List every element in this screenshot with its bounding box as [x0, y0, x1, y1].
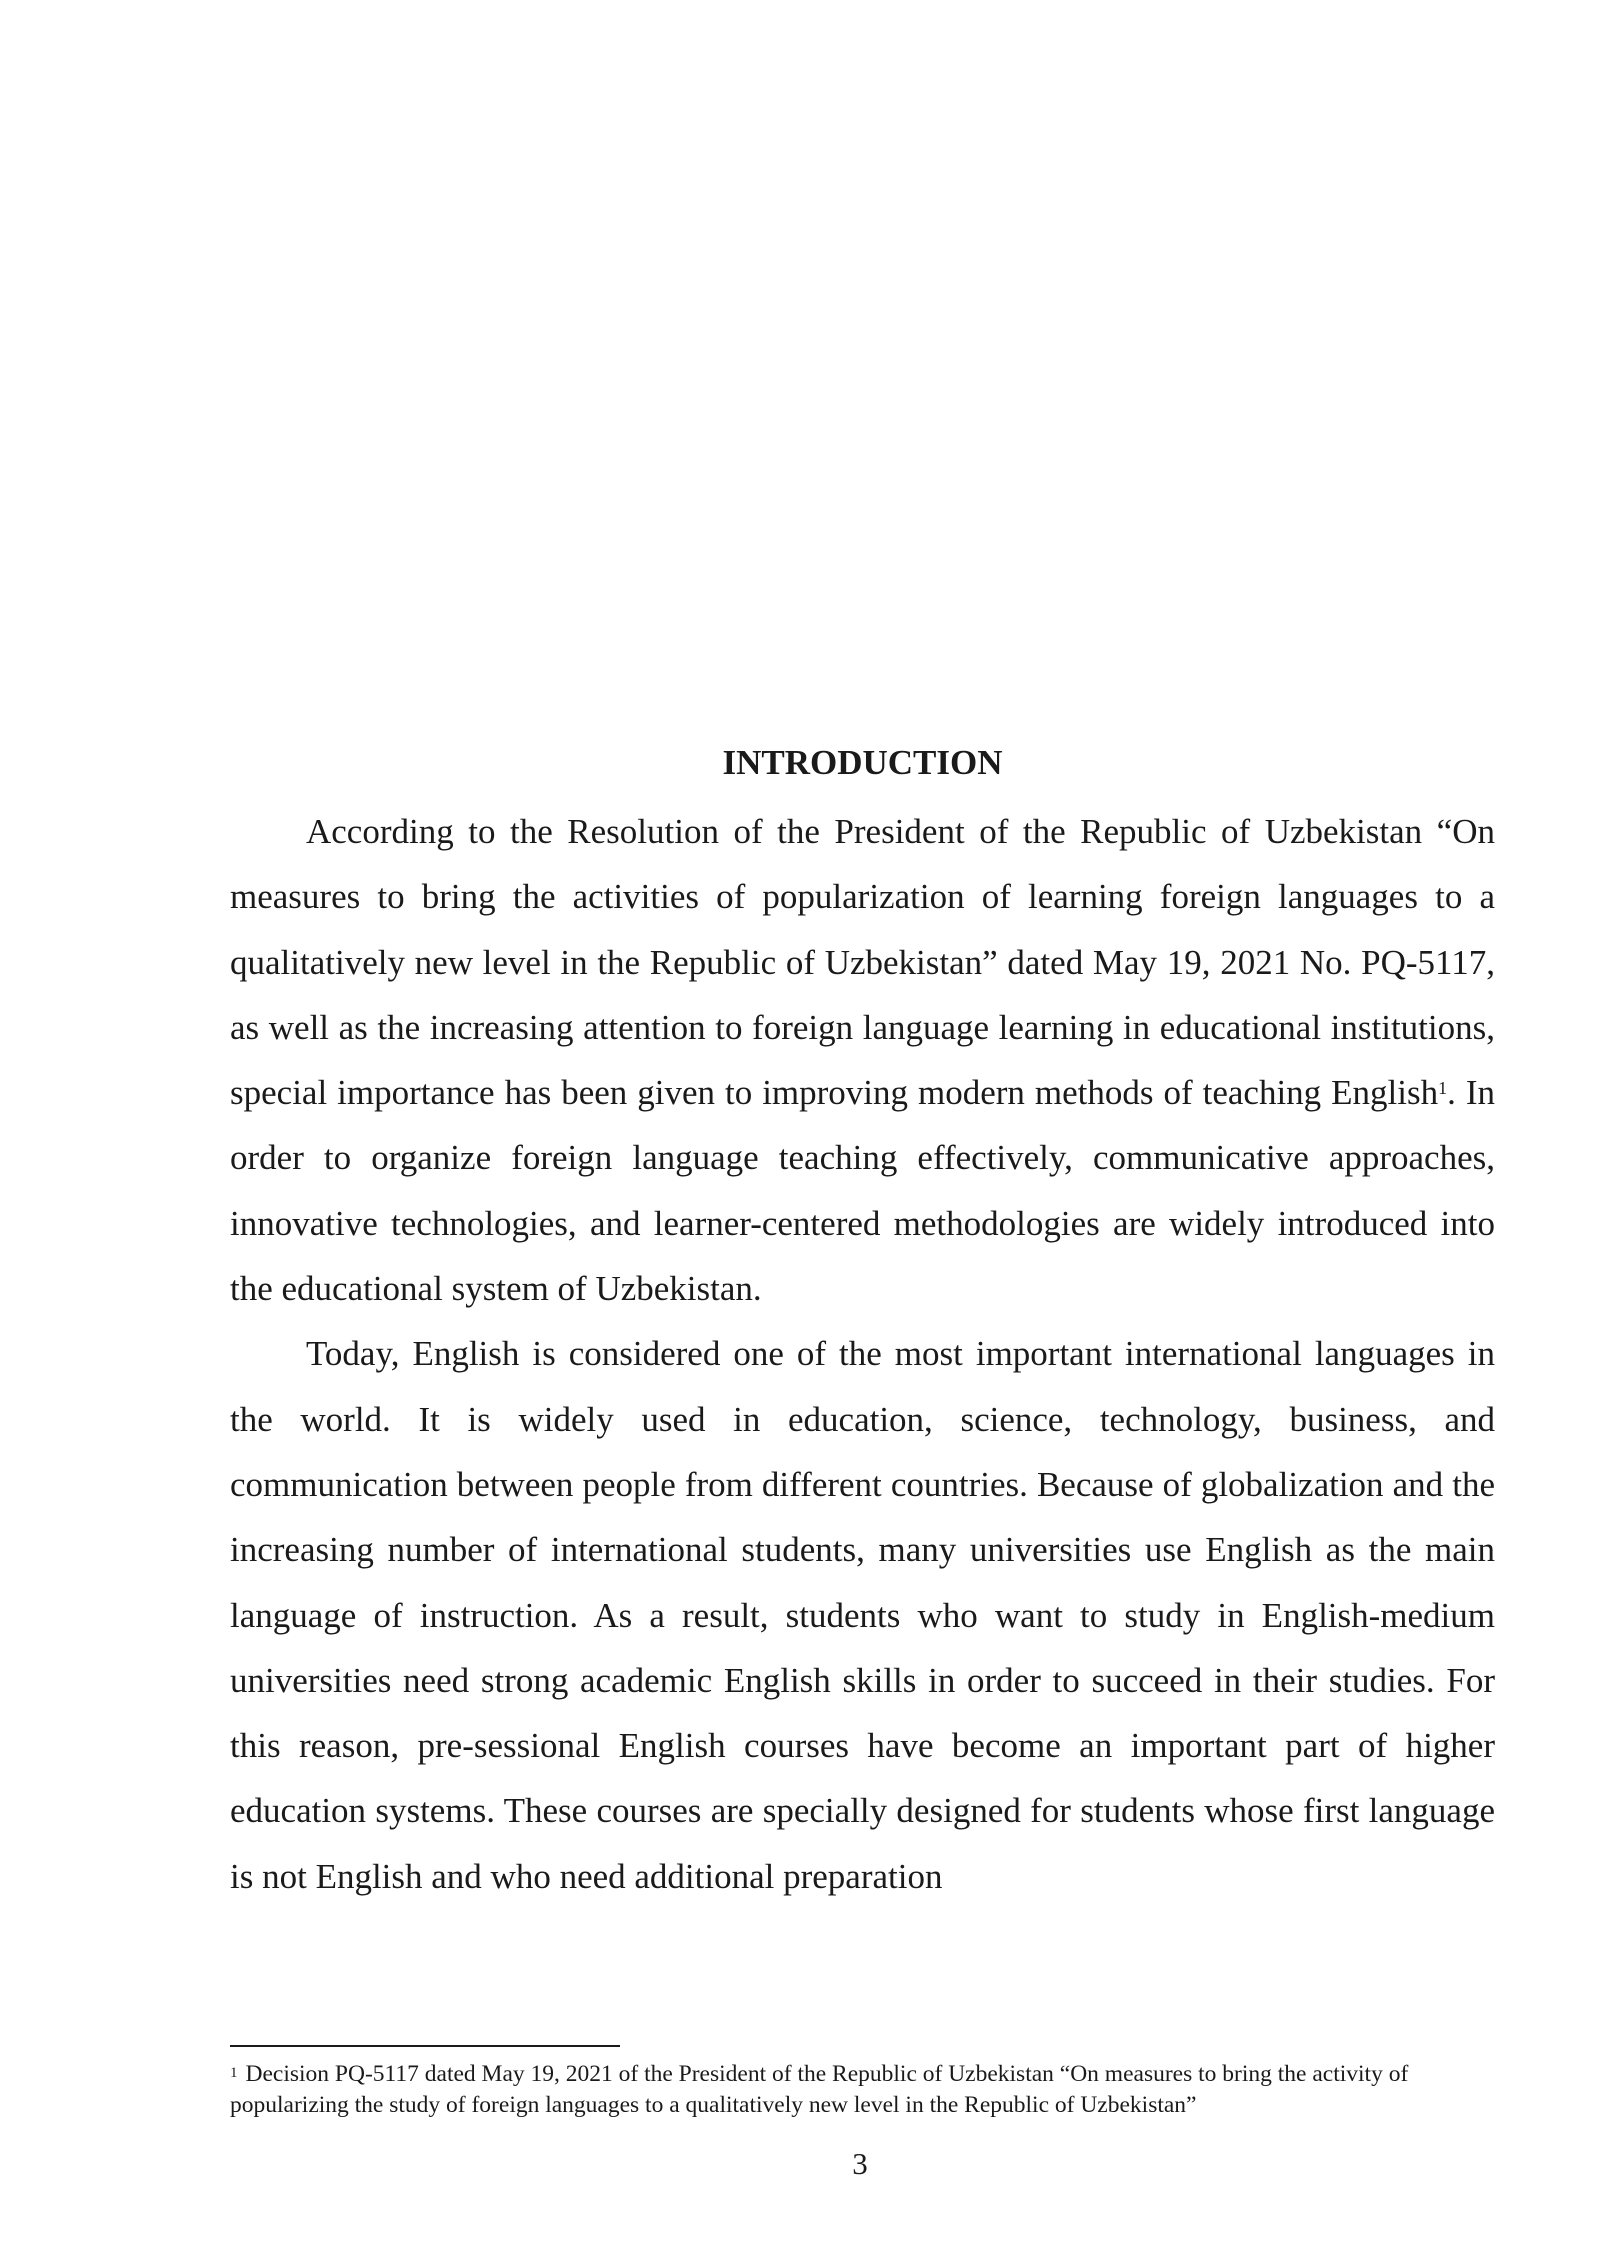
paragraph-1-continuation: . In order to organize foreign language teaching effectively, communicative approaches, innovative technologies, and learner-centered methodologies are widely introduced into the educational system of Uzbekistan. [230, 1073, 1495, 1309]
body-text [230, 799, 1495, 1909]
paragraph-1 [230, 799, 1495, 1321]
footnote [230, 2059, 1495, 2121]
footnote-separator [230, 2045, 620, 2047]
paragraph-2: Today, English is considered one of the most important international languages in the world. It is widely used in education, science, technology, business, and communication between people from different countries. Because of globalization and the increasing number of international students, many universities use English as the main language of instruction. As a result, students who want to study in English-medium universities need strong academic English skills in order to succeed in their studies. For this reason, pre-sessional English courses have become an important part of higher education systems. These courses are specially designed for students whose first language is not English and who need additional preparation [230, 1334, 1495, 1896]
paragraph-1-text: According to the Resolution of the President of the Republic of Uzbekistan “On measures to bring the activities of popularization of learning foreign languages to a qualitatively new level in the Republic of Uzbekistan” dated May 19, 2021 No. PQ-5117, as well as the increasing attention to foreign language learning in educational institutions, special importance has been given to improving modern methods of teaching English [230, 812, 1495, 1113]
footnote-text: Decision PQ-5117 dated May 19, 2021 of the President of the Republic of Uzbekistan “On measures to bring the activity of popularizing the study of foreign languages to a qualitatively new level in the Republic of Uzbekistan” [230, 2061, 1409, 2118]
footnote-reference-mark: 1 [1438, 1078, 1448, 1099]
page-number: 3 [852, 2146, 868, 2181]
section-heading: INTRODUCTION [722, 743, 1003, 782]
footnote-mark: 1 [230, 2065, 238, 2081]
